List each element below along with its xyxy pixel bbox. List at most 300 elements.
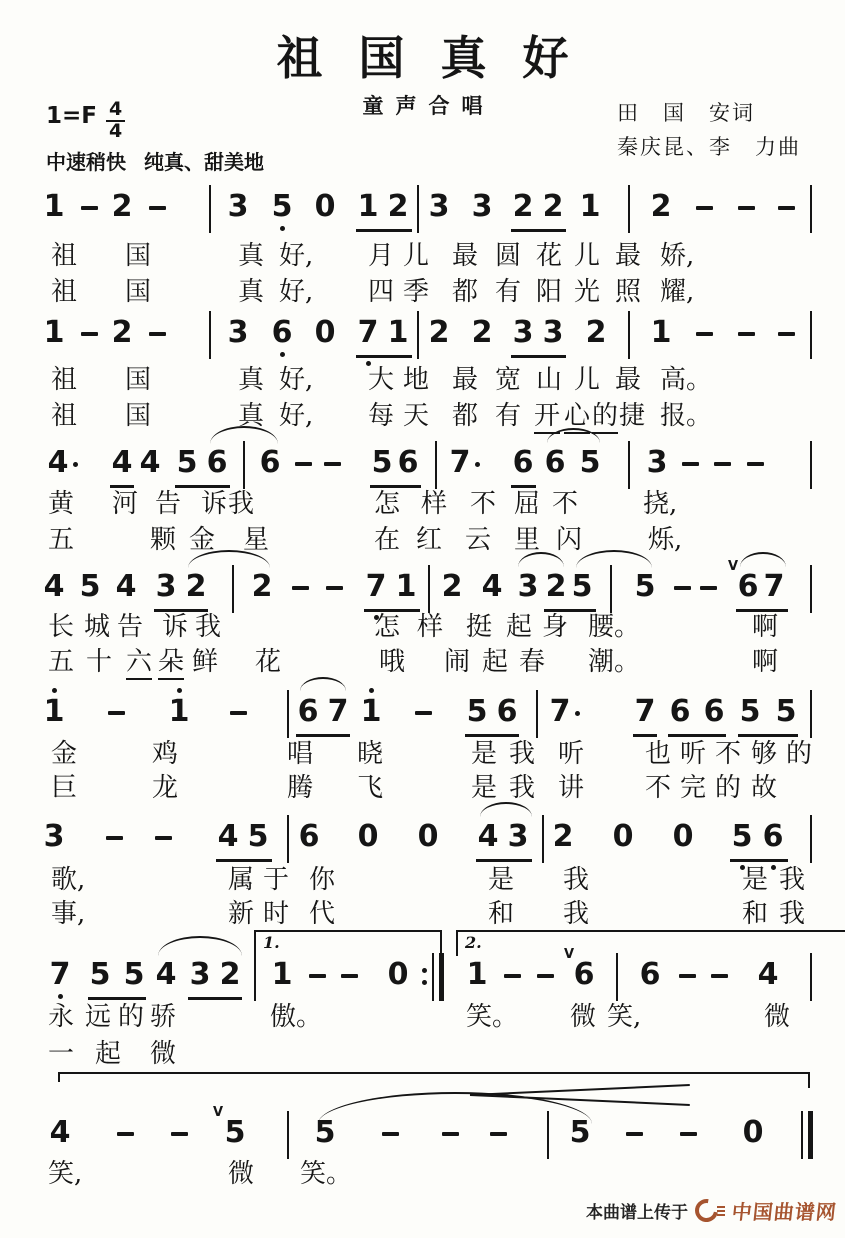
duration-dash <box>504 974 521 978</box>
lyric-char: 黄 <box>48 489 75 519</box>
note-digit: 5 <box>739 694 761 729</box>
lyricist-credit: 田 国 安词 <box>617 101 755 125</box>
repeat-dot <box>422 980 427 985</box>
duration-dash <box>230 711 247 715</box>
lyric-char: 地 <box>403 365 430 395</box>
note-digit: 3 <box>646 445 668 480</box>
lyric-char: 挺 <box>466 612 493 642</box>
note-digit: 7 <box>549 694 571 729</box>
note-digit: 6 <box>259 445 281 480</box>
lyric-char: 样 <box>421 489 448 519</box>
lyric-char: 捷 <box>619 401 646 431</box>
barline <box>243 441 245 489</box>
duration-dash <box>738 332 755 336</box>
composer-credit: 秦庆昆、李 力曲 <box>617 135 801 159</box>
duration-dash <box>674 586 691 590</box>
note-digit: 1 <box>271 957 293 992</box>
lyric-char: 新 <box>228 899 255 929</box>
lyric-char: 报。 <box>660 401 713 431</box>
duration-dash <box>326 586 343 590</box>
barline <box>417 185 419 233</box>
duration-dash <box>415 711 432 715</box>
duration-dash <box>81 332 98 336</box>
note-digit: 4 <box>757 957 779 992</box>
lyric-char: 颗 <box>150 525 177 555</box>
meter-numerator: 4 <box>106 100 125 122</box>
barline <box>536 690 538 738</box>
barline <box>209 311 211 359</box>
lyric-char: 是 <box>488 865 515 895</box>
note-digit: 1 <box>387 315 409 350</box>
lyric-char: 完 <box>680 773 707 803</box>
note-digit: 5 <box>224 1115 246 1150</box>
lyric-char: 季 <box>403 277 430 307</box>
song-title: 祖国真好 <box>276 31 605 85</box>
duration-dash <box>626 1132 643 1136</box>
duration-dash <box>155 836 172 840</box>
slur-tie-arc <box>480 802 532 817</box>
volta-label: 2. <box>465 933 482 952</box>
lyric-char: 春 <box>519 647 546 677</box>
note-digit: 3 <box>428 189 450 224</box>
duration-dash <box>714 462 731 466</box>
barline <box>810 690 812 738</box>
subtitle-genre: 童声合唱 <box>362 93 495 118</box>
key-text: 1=F <box>46 102 97 129</box>
lyric-char: 不 <box>470 489 497 519</box>
duration-dash <box>341 974 358 978</box>
lyric-char: 祖 <box>51 401 78 431</box>
note-digit: 1 <box>360 694 382 729</box>
duration-dash <box>490 1132 507 1136</box>
duration-dash <box>81 206 98 210</box>
duration-dash <box>295 462 312 466</box>
augmentation-dot <box>73 462 78 467</box>
high-octave-dot <box>52 688 57 693</box>
note-digit: 2 <box>111 315 133 350</box>
duration-dash <box>149 332 166 336</box>
lyric-char: 高。 <box>660 365 713 395</box>
low-octave-dot <box>280 352 285 357</box>
lyric-char: 儿 <box>403 241 430 271</box>
lyric-char: 开 <box>534 402 560 434</box>
dynamic-hairpin-line <box>470 1084 690 1096</box>
lyric-char: 微 <box>764 1002 791 1032</box>
note-digit: 1 <box>357 189 379 224</box>
lyric-char: 花 <box>536 241 563 271</box>
lyric-char: 也 <box>645 739 672 769</box>
barline <box>417 311 419 359</box>
lyric-char: 我 <box>509 773 536 803</box>
beam-underline <box>356 355 412 358</box>
note-digit: 6 <box>762 819 784 854</box>
barline <box>542 815 544 863</box>
rest-zero: 0 <box>314 315 336 350</box>
lyric-char: 鸡 <box>152 739 179 769</box>
barline <box>209 185 211 233</box>
lyric-char: 天 <box>403 401 430 431</box>
note-digit: 4 <box>47 445 69 480</box>
beam-underline <box>668 734 726 737</box>
duration-dash <box>171 1132 188 1136</box>
volta-continuation-hook <box>808 1072 810 1088</box>
beam-underline <box>175 485 230 488</box>
lyric-char: 最 <box>452 365 479 395</box>
lyric-char: 红 <box>416 525 443 555</box>
lyric-char: 大 <box>368 365 395 395</box>
duration-dash <box>117 1132 134 1136</box>
beam-underline <box>216 859 272 862</box>
lyric-char: 怎 <box>374 612 401 642</box>
duration-dash <box>700 586 717 590</box>
volta-label: 1. <box>263 933 280 952</box>
note-digit: 3 <box>471 189 493 224</box>
barline <box>628 311 630 359</box>
lyric-char: 我 <box>509 739 536 769</box>
note-digit: 3 <box>507 819 529 854</box>
lyric-char: 飞 <box>357 773 384 803</box>
note-digit: 4 <box>43 569 65 604</box>
barline <box>810 441 812 489</box>
lyric-char: 我 <box>563 899 590 929</box>
note-digit: 2 <box>111 189 133 224</box>
lyric-char: 不 <box>645 773 672 803</box>
barline <box>628 185 630 233</box>
duration-dash <box>382 1132 399 1136</box>
lyric-char: 潮。 <box>588 647 641 677</box>
duration-dash <box>108 711 125 715</box>
note-digit: 5 <box>79 569 101 604</box>
duration-dash <box>747 462 764 466</box>
note-digit: 2 <box>542 189 564 224</box>
repeat-thin-barline <box>432 953 434 1001</box>
barline <box>810 185 812 233</box>
lyric-char: 每 <box>368 401 395 431</box>
barline <box>428 565 430 613</box>
lyric-char: 诉 <box>201 489 228 519</box>
note-digit: 7 <box>365 569 387 604</box>
tempo-text: 中速稍快 <box>46 150 126 174</box>
barline <box>435 441 437 489</box>
note-digit: 6 <box>573 957 595 992</box>
note-digit: 1 <box>43 189 65 224</box>
lyric-char: 金 <box>189 525 216 555</box>
duration-dash <box>537 974 554 978</box>
note-digit: 5 <box>775 694 797 729</box>
high-octave-dot <box>369 688 374 693</box>
lyric-char: 讲 <box>558 773 585 803</box>
lyric-char: 啊 <box>752 612 779 642</box>
lyric-char: 笑, <box>48 1159 83 1189</box>
lyric-char: 花 <box>255 647 282 677</box>
low-octave-dot <box>280 226 285 231</box>
duration-dash <box>696 206 713 210</box>
final-thick-barline <box>808 1111 813 1159</box>
lyric-char: 不 <box>552 489 579 519</box>
note-digit: 1 <box>168 694 190 729</box>
lyric-char: 的 <box>118 1002 145 1032</box>
lyric-char: 最 <box>615 365 642 395</box>
lyric-char: 是 <box>742 865 769 895</box>
note-digit: 5 <box>371 445 393 480</box>
volta-continuation-line <box>58 1072 810 1074</box>
lyric-char: 山 <box>536 365 563 395</box>
site-logo-icon <box>690 1194 722 1226</box>
lyric-char: 一 <box>48 1039 75 1069</box>
note-digit: 7 <box>49 957 71 992</box>
lyric-char: 龙 <box>152 773 179 803</box>
lyric-char: 听 <box>680 739 707 769</box>
note-digit: 1 <box>43 694 65 729</box>
note-digit: 5 <box>123 957 145 992</box>
note-digit: 4 <box>481 569 503 604</box>
lyric-char: 宽 <box>495 365 522 395</box>
volta-bracket <box>254 930 442 956</box>
lyric-char: 告 <box>155 489 182 519</box>
duration-dash <box>696 332 713 336</box>
lyric-char: 听 <box>558 739 585 769</box>
lyric-char: 微 <box>150 1039 177 1069</box>
lyric-char: 我 <box>228 489 255 519</box>
rest-zero: 0 <box>357 819 379 854</box>
lyric-char: 最 <box>615 241 642 271</box>
lyric-char: 祖 <box>51 365 78 395</box>
note-digit: 2 <box>585 315 607 350</box>
final-thin-barline <box>801 1111 803 1159</box>
repeat-dot <box>422 968 427 973</box>
note-digit: 6 <box>512 445 534 480</box>
note-digit: 6 <box>544 445 566 480</box>
duration-dash <box>679 974 696 978</box>
note-digit: 3 <box>512 315 534 350</box>
note-digit: 1 <box>650 315 672 350</box>
lyric-char: 祖 <box>51 277 78 307</box>
duration-dash <box>106 836 123 840</box>
note-digit: 7 <box>449 445 471 480</box>
lyric-char: 国 <box>125 241 152 271</box>
beam-underline <box>738 734 798 737</box>
lyric-char: 都 <box>452 401 479 431</box>
beam-underline <box>511 485 536 488</box>
meter-denominator: 4 <box>109 119 123 142</box>
barline <box>628 441 630 489</box>
lyric-char: 儿 <box>574 365 601 395</box>
barline <box>810 565 812 613</box>
note-digit: 7 <box>327 694 349 729</box>
note-digit: 2 <box>185 569 207 604</box>
beam-underline <box>511 229 566 232</box>
lyric-char: 心 <box>564 402 590 434</box>
duration-dash <box>149 206 166 210</box>
beam-underline <box>465 734 519 737</box>
note-digit: 3 <box>189 957 211 992</box>
lyric-char: 云 <box>465 525 492 555</box>
barline <box>287 690 289 738</box>
lyric-char: 的 <box>592 402 618 434</box>
note-digit: 6 <box>297 694 319 729</box>
note-digit: 6 <box>639 957 661 992</box>
lyric-char: 微 <box>228 1159 255 1189</box>
time-signature <box>106 100 125 142</box>
beam-underline <box>110 485 134 488</box>
lyric-char: 笑。 <box>466 1002 519 1032</box>
note-digit: 6 <box>496 694 518 729</box>
note-digit: 5 <box>271 189 293 224</box>
augmentation-dot <box>575 711 580 716</box>
lyric-char: 巨 <box>51 773 78 803</box>
lyric-char: 圆 <box>495 241 522 271</box>
note-digit: 5 <box>247 819 269 854</box>
lyric-char: 是 <box>471 739 498 769</box>
lyric-char: 代 <box>309 899 336 929</box>
lyric-char: 腰。 <box>588 612 641 642</box>
lyric-char: 国 <box>125 277 152 307</box>
note-digit: 6 <box>271 315 293 350</box>
duration-dash <box>738 206 755 210</box>
slur-tie-arc <box>576 550 652 568</box>
lyric-char: 和 <box>488 899 515 929</box>
note-digit: 5 <box>731 819 753 854</box>
note-digit: 4 <box>111 445 133 480</box>
lyric-char: 笑, <box>607 1002 642 1032</box>
note-digit: 6 <box>669 694 691 729</box>
beam-underline <box>88 997 146 1000</box>
lyric-char: 事, <box>51 899 86 929</box>
lyric-char: 鲜 <box>192 647 219 677</box>
note-digit: 3 <box>227 189 249 224</box>
low-octave-dot <box>58 994 63 999</box>
note-digit: 2 <box>545 569 567 604</box>
high-octave-dot <box>177 688 182 693</box>
expression-text: 纯真、甜美地 <box>144 150 264 174</box>
beam-underline <box>730 859 788 862</box>
lyric-char: 朵 <box>158 648 184 680</box>
site-name: 中国曲谱网 <box>730 1200 839 1224</box>
lyric-char: 烁, <box>648 525 683 555</box>
lyric-char: 笑。 <box>300 1159 353 1189</box>
lyric-char: 微 <box>570 1002 597 1032</box>
note-digit: 2 <box>428 315 450 350</box>
lyric-char: 闪 <box>556 525 583 555</box>
lyric-char: 的 <box>715 773 742 803</box>
volta-continuation-hook <box>58 1072 60 1082</box>
lyric-char: 照 <box>615 277 642 307</box>
lyric-char: 起 <box>482 647 509 677</box>
lyric-char: 不 <box>715 739 742 769</box>
note-digit: 2 <box>512 189 534 224</box>
lyric-char: 月 <box>368 241 395 271</box>
lyric-char: 国 <box>125 401 152 431</box>
note-digit: 1 <box>395 569 417 604</box>
lyric-char: 起 <box>506 612 533 642</box>
beam-underline <box>633 734 657 737</box>
rest-zero: 0 <box>387 957 409 992</box>
lyric-char: 光 <box>574 277 601 307</box>
lyric-char: 故 <box>751 773 778 803</box>
lyric-char: 好, <box>279 365 314 395</box>
lyric-char: 我 <box>779 865 806 895</box>
barline <box>232 565 234 613</box>
lyric-char: 你 <box>309 865 336 895</box>
lyric-char: 都 <box>452 277 479 307</box>
lyric-char: 真 <box>238 365 265 395</box>
lyric-char: 祖 <box>51 241 78 271</box>
lyric-char: 好, <box>279 401 314 431</box>
lyric-char: 里 <box>514 525 541 555</box>
low-octave-dot <box>771 865 776 870</box>
note-digit: 5 <box>571 569 593 604</box>
beam-underline <box>370 485 421 488</box>
duration-dash <box>682 462 699 466</box>
lyric-char: 城 <box>84 612 111 642</box>
barline <box>810 815 812 863</box>
barline <box>287 815 289 863</box>
beam-underline <box>356 229 412 232</box>
note-digit: 7 <box>763 569 785 604</box>
lyric-char: 长 <box>48 612 75 642</box>
breath-mark: V <box>728 559 739 574</box>
note-digit: 5 <box>569 1115 591 1150</box>
barline <box>616 953 618 1001</box>
note-digit: 4 <box>139 445 161 480</box>
footer-credit <box>586 1196 837 1225</box>
note-digit: 6 <box>206 445 228 480</box>
lyric-char: 真 <box>238 241 265 271</box>
note-digit: 2 <box>219 957 241 992</box>
lyric-char: 于 <box>263 865 290 895</box>
note-digit: 2 <box>552 819 574 854</box>
repeat-thick-barline <box>439 953 444 1001</box>
lyric-char: 五 <box>48 647 75 677</box>
beam-underline <box>296 734 350 737</box>
lyric-char: 阳 <box>536 277 563 307</box>
duration-dash <box>309 974 326 978</box>
note-digit: 3 <box>155 569 177 604</box>
note-digit: 7 <box>357 315 379 350</box>
lyric-char: 晓 <box>357 739 384 769</box>
lyric-char: 最 <box>452 241 479 271</box>
rest-zero: 0 <box>612 819 634 854</box>
note-digit: 7 <box>634 694 656 729</box>
lyric-char: 永 <box>48 1002 75 1032</box>
lyric-char: 远 <box>85 1002 112 1032</box>
lyric-char: 属 <box>228 865 255 895</box>
note-digit: 4 <box>115 569 137 604</box>
lyric-char: 有 <box>495 401 522 431</box>
slur-tie-arc <box>740 552 786 567</box>
lyric-char: 骄 <box>150 1002 177 1032</box>
lyric-char: 有 <box>495 277 522 307</box>
note-digit: 4 <box>217 819 239 854</box>
duration-dash <box>442 1132 459 1136</box>
lyric-char: 够 <box>751 739 778 769</box>
lyric-char: 是 <box>471 773 498 803</box>
beam-underline <box>476 859 532 862</box>
note-digit: 1 <box>43 315 65 350</box>
note-digit: 5 <box>89 957 111 992</box>
note-digit: 5 <box>466 694 488 729</box>
lyric-char: 和 <box>742 899 769 929</box>
duration-dash <box>711 974 728 978</box>
note-digit: 5 <box>579 445 601 480</box>
lyric-char: 星 <box>243 525 270 555</box>
slur-tie-arc <box>158 936 242 956</box>
duration-dash <box>292 586 309 590</box>
lyric-char: 五 <box>48 525 75 555</box>
note-digit: 3 <box>517 569 539 604</box>
note-digit: 3 <box>227 315 249 350</box>
lyric-char: 真 <box>238 277 265 307</box>
